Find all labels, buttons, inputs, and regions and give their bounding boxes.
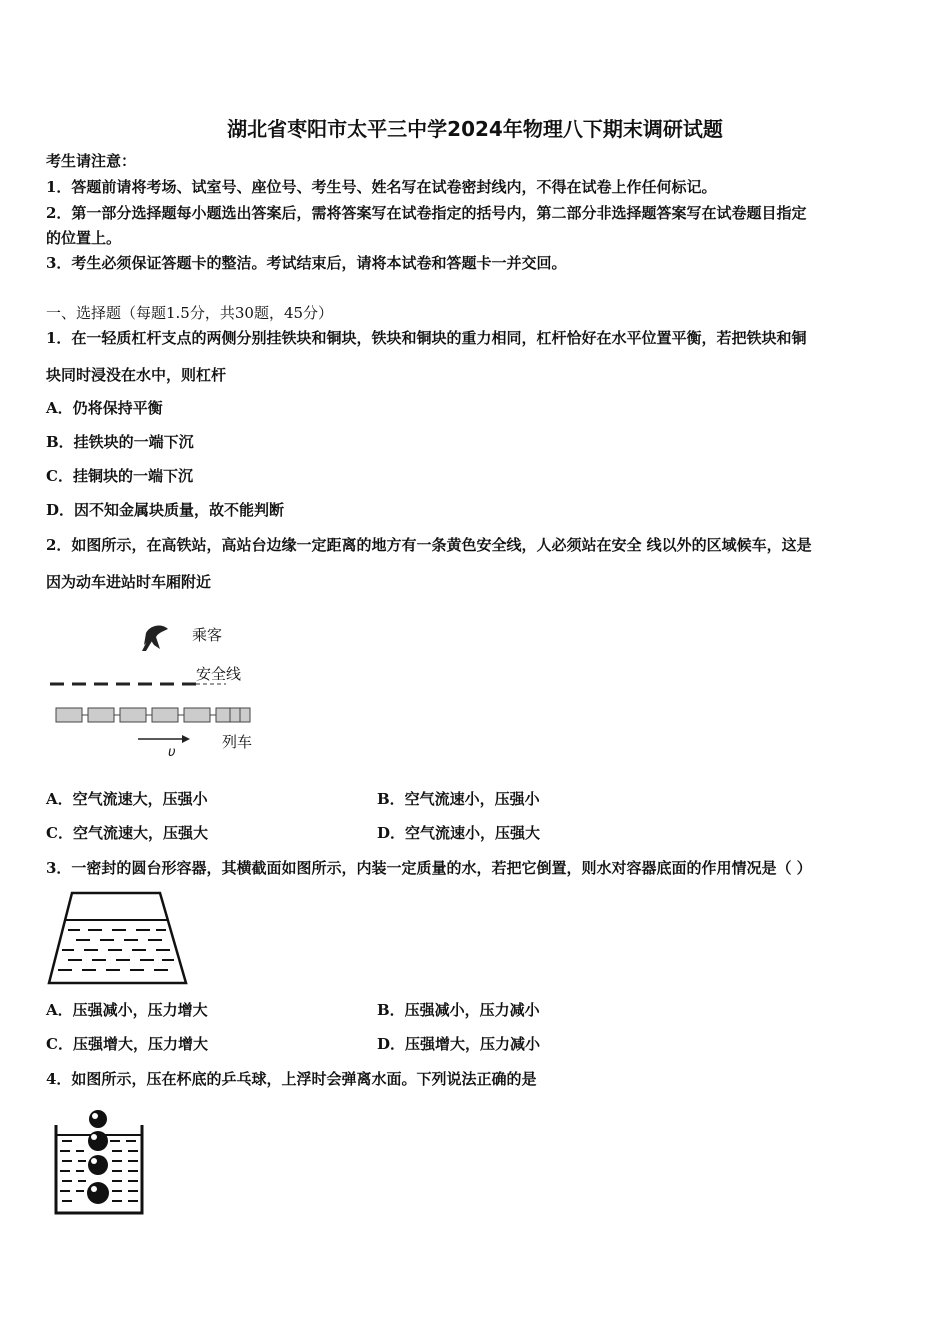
q3-option-a: A．压强减小，压力增大: [46, 1001, 208, 1019]
q1-stem-line1: 1．在一轻质杠杆支点的两侧分别挂铁块和铜块，铁块和铜块的重力相同，杠杆恰好在水平位置平衡，若把铁块和铜: [46, 329, 807, 347]
q2-option-b: B．空气流速小，压强小: [377, 790, 540, 808]
notice-heading: 考生请注意：: [46, 152, 137, 170]
page-title: 湖北省枣阳市太平三中学2024年物理八下期末调研试题: [227, 117, 723, 141]
q1-stem-line2: 块同时浸没在水中，则杠杆: [46, 366, 227, 384]
q1-option-a: A．仍将保持平衡: [46, 399, 163, 417]
label-train: 列车: [222, 733, 253, 751]
q1-option-d: D．因不知金属块质量，故不能判断: [46, 501, 285, 519]
q2-stem-line2: 因为动车进站时车厢附近: [46, 573, 212, 591]
train-figure: [56, 708, 250, 722]
q2-stem-line1: 2．如图所示，在高铁站，高站台边缘一定距离的地方有一条黄色安全线，人必须站在安全 线以外的区域候车，这是: [46, 536, 812, 554]
section-heading: 一、选择题（每题1.5分，共30题，45分）: [46, 304, 334, 322]
train-platform-figure: [46, 615, 276, 765]
ping-pong-cup-figure: [50, 1105, 150, 1220]
q2-option-c: C．空气流速大，压强大: [46, 824, 208, 842]
q2-option-a: A．空气流速大，压强小: [46, 790, 208, 808]
label-passenger: 乘客: [192, 626, 223, 644]
water-hatching: [58, 930, 174, 970]
q4-stem: 4．如图所示，压在杯底的乒乓球，上浮时会弹离水面。下列说法正确的是: [46, 1070, 537, 1088]
q3-option-b: B．压强减小，压力减小: [377, 1001, 540, 1019]
q1-option-c: C．挂铜块的一端下沉: [46, 467, 193, 485]
q3-option-c: C．压强增大，压力增大: [46, 1035, 208, 1053]
notice-item-3: 3．考生必须保证答题卡的整洁。考试结束后，请将本试卷和答题卡一并交回。: [46, 254, 567, 272]
notice-item-2: 2．第一部分选择题每小题选出答案后，需将答案写在试卷指定的括号内，第二部分非选择题答案写在试卷题目指定: [46, 204, 807, 222]
notice-item-1: 1．答题前请将考场、试室号、座位号、考生号、姓名写在试卷密封线内，不得在试卷上作任何标记。: [46, 178, 717, 196]
passenger-figure: [142, 626, 168, 651]
label-safety-line: 安全线: [196, 665, 242, 683]
ping-pong-balls: [87, 1110, 109, 1204]
label-velocity: υ: [168, 745, 176, 760]
q2-option-d: D．空气流速小，压强大: [377, 824, 541, 842]
notice-item-2-cont: 的位置上。: [46, 229, 122, 247]
q3-option-d: D．压强增大，压力减小: [377, 1035, 541, 1053]
q1-option-b: B．挂铁块的一端下沉: [46, 433, 194, 451]
velocity-arrow: [138, 735, 190, 743]
frustum-container-figure: [46, 890, 191, 990]
q3-stem: 3．一密封的圆台形容器，其横截面如图所示，内装一定质量的水，若把它倒置，则水对容器底面的作用情况是（ ）: [46, 859, 812, 877]
